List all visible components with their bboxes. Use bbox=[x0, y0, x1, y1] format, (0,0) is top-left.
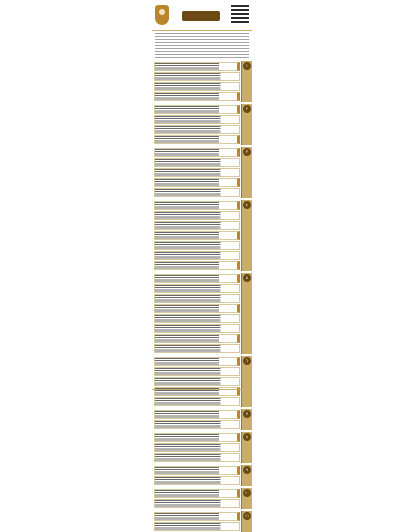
text-block bbox=[154, 72, 240, 81]
text-block bbox=[154, 125, 240, 134]
section-number: ٣ bbox=[243, 148, 251, 156]
text-block bbox=[154, 499, 240, 508]
text-block bbox=[154, 188, 240, 197]
text-block bbox=[154, 168, 240, 177]
text-block bbox=[154, 251, 240, 260]
text-block bbox=[154, 92, 240, 101]
section-blocks bbox=[154, 201, 240, 271]
section-blocks bbox=[154, 410, 240, 430]
text-block bbox=[154, 261, 240, 270]
section-number: ٩ bbox=[243, 466, 251, 474]
section-blocks bbox=[154, 148, 240, 198]
text-block bbox=[154, 453, 240, 462]
text-block bbox=[154, 304, 240, 313]
section-4 bbox=[152, 200, 252, 271]
text-block bbox=[154, 274, 240, 283]
document-page bbox=[152, 2, 252, 518]
section-number: ٤ bbox=[243, 201, 251, 209]
text-block bbox=[154, 201, 240, 210]
section-1 bbox=[152, 61, 252, 102]
section-tab bbox=[241, 432, 252, 463]
sections-list bbox=[152, 61, 252, 518]
intro-paragraph bbox=[155, 33, 249, 59]
text-block bbox=[154, 522, 240, 531]
section-number: ٢ bbox=[243, 105, 251, 113]
text-block bbox=[154, 410, 240, 419]
text-block bbox=[154, 433, 240, 442]
emblem-icon bbox=[231, 5, 249, 25]
section-tab bbox=[241, 104, 252, 145]
section-number: ١٠ bbox=[244, 490, 250, 495]
text-block bbox=[154, 62, 240, 71]
text-block bbox=[154, 211, 240, 220]
text-block bbox=[154, 357, 240, 366]
text-block bbox=[154, 367, 240, 376]
text-block bbox=[154, 284, 240, 293]
text-block bbox=[154, 105, 240, 114]
text-block bbox=[154, 397, 240, 406]
text-block bbox=[154, 420, 240, 429]
section-5 bbox=[152, 273, 252, 354]
section-blocks bbox=[154, 357, 240, 407]
section-6 bbox=[152, 356, 252, 407]
text-block bbox=[154, 82, 240, 91]
section-2 bbox=[152, 104, 252, 145]
section-3 bbox=[152, 147, 252, 198]
section-tab bbox=[241, 488, 252, 509]
page-title bbox=[182, 11, 220, 21]
text-block bbox=[154, 466, 240, 475]
page-footer bbox=[152, 389, 252, 398]
section-tab bbox=[241, 273, 252, 354]
text-block bbox=[154, 178, 240, 187]
section-tab bbox=[241, 147, 252, 198]
section-tab bbox=[241, 409, 252, 430]
section-tab bbox=[241, 511, 252, 532]
text-block bbox=[154, 135, 240, 144]
crest-icon bbox=[155, 5, 169, 25]
text-block bbox=[154, 324, 240, 333]
section-number: ٨ bbox=[243, 433, 251, 441]
section-blocks bbox=[154, 105, 240, 145]
text-block bbox=[154, 231, 240, 240]
section-8 bbox=[152, 432, 252, 463]
text-block bbox=[154, 489, 240, 498]
section-tab bbox=[241, 465, 252, 486]
text-block bbox=[154, 148, 240, 157]
section-number: ٦ bbox=[243, 357, 251, 365]
section-number: ٧ bbox=[243, 410, 251, 418]
section-blocks bbox=[154, 62, 240, 102]
text-block bbox=[154, 334, 240, 343]
text-block bbox=[154, 377, 240, 386]
section-number: ١١ bbox=[244, 513, 250, 518]
section-10 bbox=[152, 488, 252, 509]
text-block bbox=[154, 294, 240, 303]
section-tab bbox=[241, 200, 252, 271]
section-11 bbox=[152, 511, 252, 532]
section-blocks bbox=[154, 512, 240, 532]
text-block bbox=[154, 512, 240, 521]
section-blocks bbox=[154, 489, 240, 509]
section-tab bbox=[241, 356, 252, 407]
text-block bbox=[154, 115, 240, 124]
section-number: ١ bbox=[243, 62, 251, 70]
text-block bbox=[154, 241, 240, 250]
page-header bbox=[152, 2, 252, 31]
section-number: ٥ bbox=[243, 274, 251, 282]
text-block bbox=[154, 158, 240, 167]
text-block bbox=[154, 443, 240, 452]
section-7 bbox=[152, 409, 252, 430]
text-block bbox=[154, 476, 240, 485]
text-block bbox=[154, 314, 240, 323]
section-blocks bbox=[154, 433, 240, 463]
section-blocks bbox=[154, 274, 240, 354]
section-blocks bbox=[154, 466, 240, 486]
text-block bbox=[154, 221, 240, 230]
section-tab bbox=[241, 61, 252, 102]
text-block bbox=[154, 344, 240, 353]
section-9 bbox=[152, 465, 252, 486]
